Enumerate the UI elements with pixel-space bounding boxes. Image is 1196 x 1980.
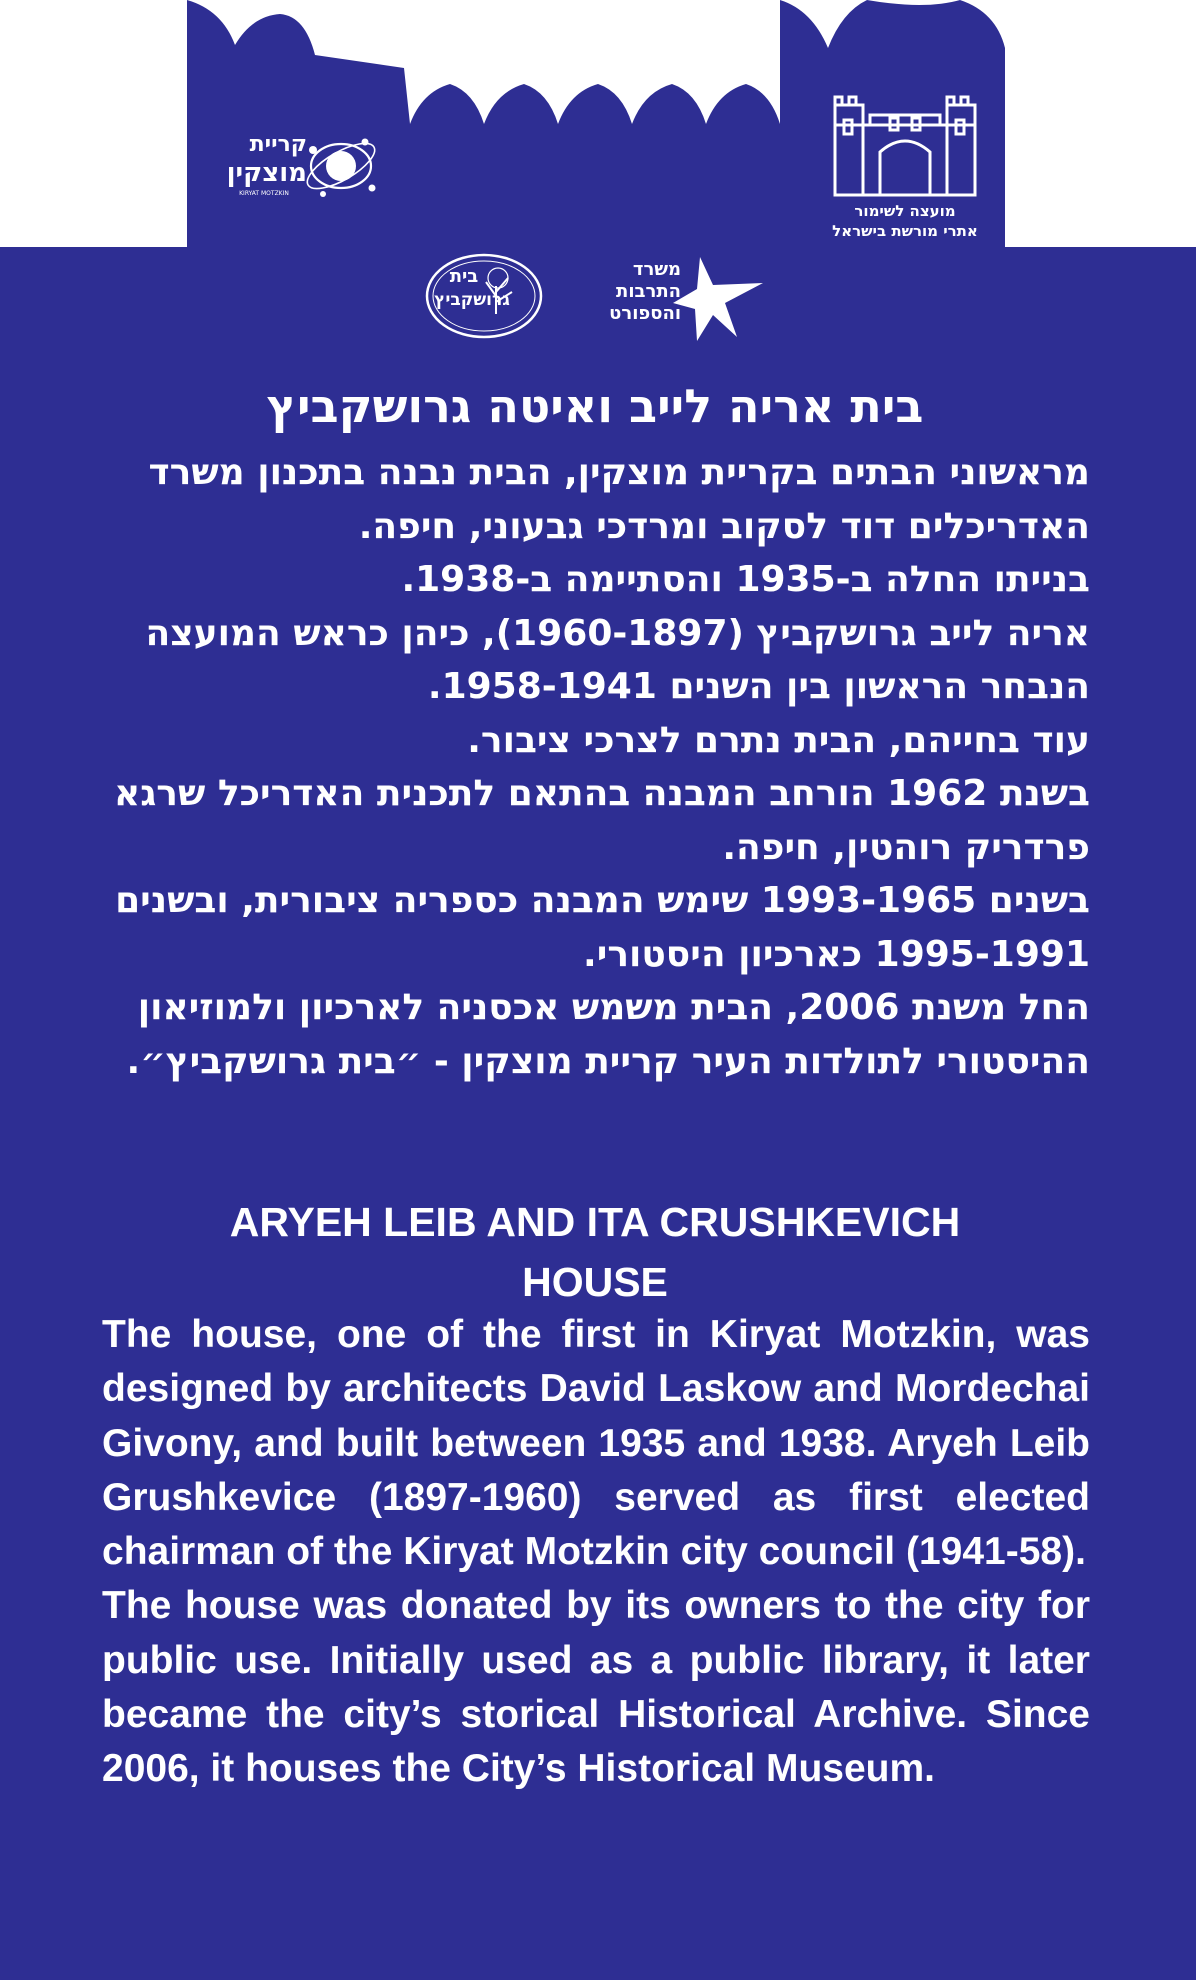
beit-grushkevich-line1: בית — [449, 266, 479, 287]
hebrew-paragraph: מראשוני הבתים בקריית מוצקין, הבית נבנה בתכנון משרד האדריכלים דוד לסקוב ומרדכי גבעוני, חיפה. — [148, 452, 1090, 547]
english-paragraph: The house, one of the first in Kiryat Motzkin, was designed by architects David Laskow and Mordechai Givony, and built between 1935 and 1938. Aryeh Leib Grushkevice (1897-1960) served as first elected chairman of the Kiryat Motzkin city council (1941-58). — [102, 1313, 1090, 1574]
kiryat-motzkin-logo-line2: מוצקין — [226, 158, 307, 188]
kiryat-motzkin-logo-line1: קריית — [249, 132, 307, 157]
hebrew-paragraph: בשנים 1993-1965 שימש המבנה כספריה ציבורית, ובשנים 1995-1991 כארכיון היסטורי. — [115, 880, 1090, 975]
hebrew-paragraph: אריה לייב גרושקביץ (1960-1897), כיהן כראש המועצה הנבחר הראשון בין השנים 1958-1941. — [145, 612, 1090, 707]
beit-grushkevich-line2: גרושקביץ — [434, 290, 510, 310]
english-title — [100, 1192, 1090, 1312]
english-paragraph: The house was donated by its owners to the city for public use. Initially used as a public library, it later became the city’s storical Historical Archive. Since 2006, it houses the City’s Historical Museum. — [102, 1584, 1090, 1791]
heritage-council-logo — [800, 90, 1010, 240]
hebrew-paragraph: בשנת 1962 הורחב המבנה בהתאם לתכנית האדריכל שרגא פרדריק רוהטין, חיפה. — [114, 773, 1090, 868]
ministry-line3: והספורט — [609, 303, 681, 324]
kiryat-motzkin-logo — [215, 128, 385, 208]
hebrew-body — [100, 446, 1090, 1088]
english-body — [102, 1308, 1090, 1797]
english-title-line2: HOUSE — [522, 1259, 668, 1305]
beit-grushkevich-logo — [424, 252, 544, 340]
hebrew-paragraph: החל משנת 2006, הבית משמש אכסניה לארכיון ולמוזיאון ההיסטורי לתולדות העיר קריית מוצקין - ״בית גרושקביץ״. — [126, 987, 1090, 1082]
english-title-line1: ARYEH LEIB AND ITA CRUSHKEVICH — [229, 1199, 961, 1245]
ministry-line2: התרבות — [616, 281, 681, 302]
hebrew-paragraph: עוד בחייהם, הבית נתרם לצרכי ציבור. — [467, 719, 1090, 761]
hebrew-title: בית אריה לייב ואיטה גרושקביץ — [266, 379, 924, 433]
ministry-line1: משרד — [632, 259, 681, 280]
heritage-council-line2: אתרי מורשת בישראל — [832, 222, 978, 240]
hebrew-paragraph: בנייתו החלה ב-1935 והסתיימה ב-1938. — [401, 559, 1090, 600]
heritage-council-line1: מועצה לשימור — [854, 202, 956, 220]
castle-icon — [800, 90, 1010, 200]
kiryat-motzkin-logo-small: KIRYAT MOTZKIN — [239, 190, 289, 197]
ministry-logo — [585, 245, 765, 345]
